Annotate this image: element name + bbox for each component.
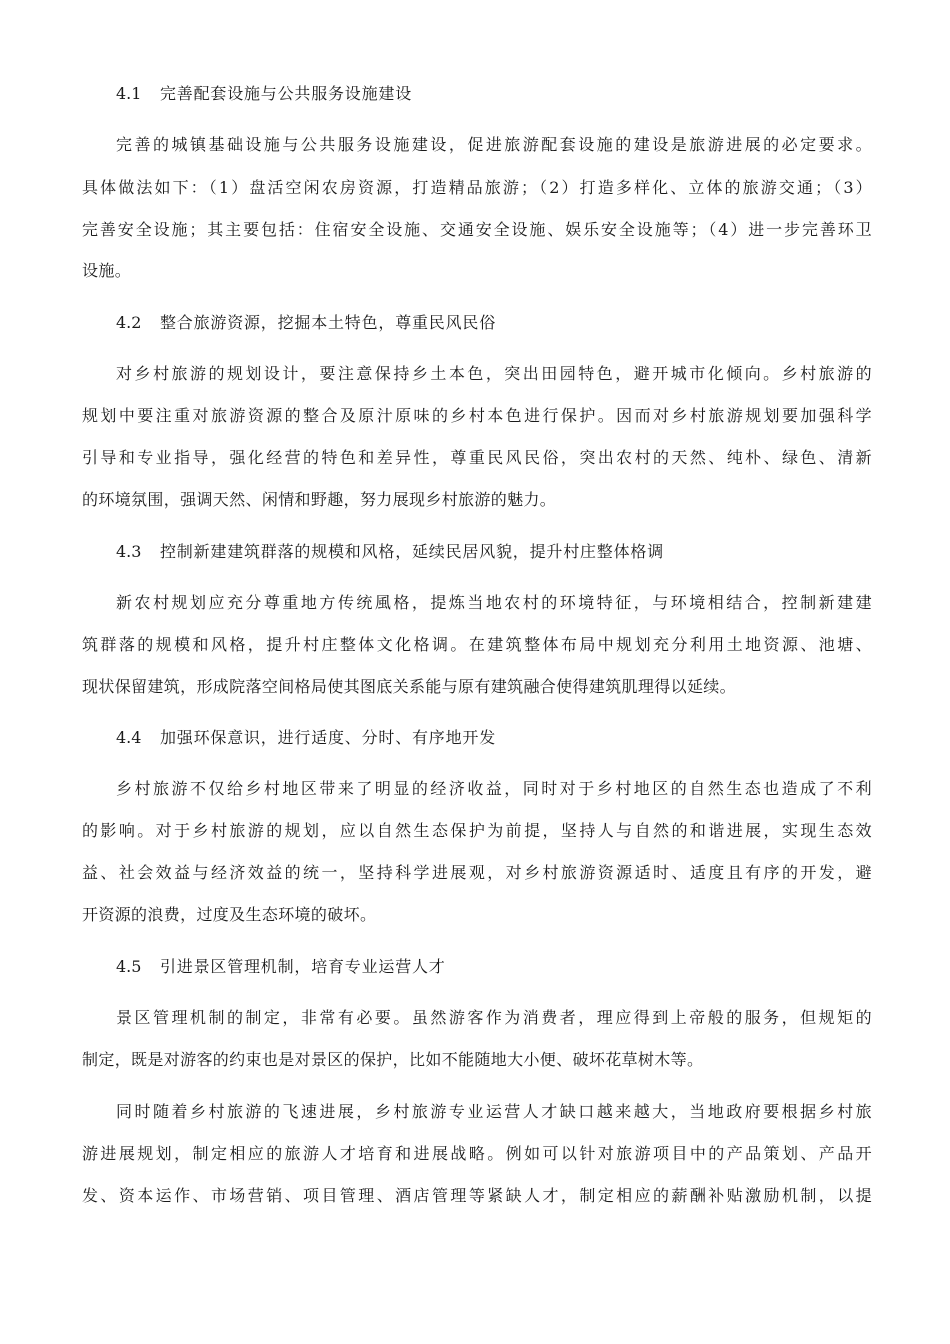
section-title: 加强环保意识，进行适度、分时、有序地开发 xyxy=(160,728,497,747)
section-title: 完善配套设施与公共服务设施建设 xyxy=(160,84,413,103)
paragraph-line: 景区管理机制的制定，非常有必要。虽然游客作为消费者，理应得到上帝般的服务，但规矩的 xyxy=(116,1008,872,1027)
paragraph-line: 完善的城镇基础设施与公共服务设施建设，促进旅游配套设施的建设是旅游进展的必定要求。 xyxy=(116,135,872,154)
paragraph-line: 对乡村旅游的规划设计，要注意保持乡土本色，突出田园特色，避开城市化倾向。乡村旅游的 xyxy=(116,364,872,383)
paragraph-line: 益、社会效益与经济效益的统一，坚持科学进展观，对乡村旅游资源适时、适度且有序的开发，避 xyxy=(82,863,872,882)
paragraph-line: 乡村旅游不仅给乡村地区带来了明显的经济收益，同时对于乡村地区的自然生态也造成了不利 xyxy=(116,779,872,798)
paragraph-line: 制定，既是对游客的约束也是对景区的保护，比如不能随地大小便、破坏花草树木等。 xyxy=(82,1050,704,1069)
paragraph-line: 同时随着乡村旅游的飞速进展，乡村旅游专业运营人才缺口越来越大，当地政府要根据乡村旅 xyxy=(116,1102,872,1121)
section-number: 4.4 xyxy=(116,728,142,747)
paragraph-line: 完善安全设施；其主要包括：住宿安全设施、交通安全设施、娱乐安全设施等；（4）进一步完善环卫 xyxy=(82,220,872,239)
paragraph-line: 具体做法如下：（1）盘活空闲农房资源，打造精品旅游；（2）打造多样化、立体的旅游交通；（3） xyxy=(82,178,872,197)
paragraph-line: 的环境氛围，强调天然、闲情和野趣，努力展现乡村旅游的魅力。 xyxy=(82,490,557,509)
paragraph-line: 游进展规划，制定相应的旅游人才培育和进展战略。例如可以针对旅游项目中的产品策划、产品开 xyxy=(82,1144,872,1163)
section-number: 4.1 xyxy=(116,84,142,103)
section-number: 4.2 xyxy=(116,313,142,332)
paragraph-line: 筑群落的规模和风格，提升村庄整体文化格调。在建筑整体布局中规划充分利用土地资源、池塘、 xyxy=(82,635,872,654)
section-title: 控制新建建筑群落的规模和风格，延续民居风貌，提升村庄整体格调 xyxy=(160,542,665,561)
paragraph-line: 引导和专业指导，强化经营的特色和差异性，尊重民风民俗，突出农村的天然、纯朴、绿色、清新 xyxy=(82,448,872,467)
paragraph-line: 发、资本运作、市场营销、项目管理、酒店管理等紧缺人才，制定相应的薪酬补贴激励机制，以提 xyxy=(82,1186,872,1205)
section-number: 4.3 xyxy=(116,542,142,561)
paragraph-line: 设施。 xyxy=(82,261,132,280)
section-title: 整合旅游资源，挖掘本土特色，尊重民风民俗 xyxy=(160,313,497,332)
paragraph-line: 新农村规划应充分尊重地方传统風格，提炼当地农村的环境特征，与环境相结合，控制新建建 xyxy=(116,593,872,612)
paragraph-line: 开资源的浪费，过度及生态环境的破坏。 xyxy=(82,905,377,924)
section-heading xyxy=(116,312,906,334)
section-heading xyxy=(116,956,906,978)
section-heading xyxy=(116,541,906,563)
section-heading xyxy=(116,727,906,749)
section-heading xyxy=(116,83,906,105)
section-number: 4.5 xyxy=(116,957,142,976)
section-title: 引进景区管理机制，培育专业运营人才 xyxy=(160,957,446,976)
paragraph-line: 的影响。对于乡村旅游的规划，应以自然生态保护为前提，坚持人与自然的和谐进展，实现生态效 xyxy=(82,821,872,840)
paragraph-line: 规划中要注重对旅游资源的整合及原汁原味的乡村本色进行保护。因而对乡村旅游规划要加强科学 xyxy=(82,406,872,425)
paragraph-line: 现状保留建筑，形成院落空间格局使其图底关系能与原有建筑融合使得建筑肌理得以延续。 xyxy=(82,677,737,696)
